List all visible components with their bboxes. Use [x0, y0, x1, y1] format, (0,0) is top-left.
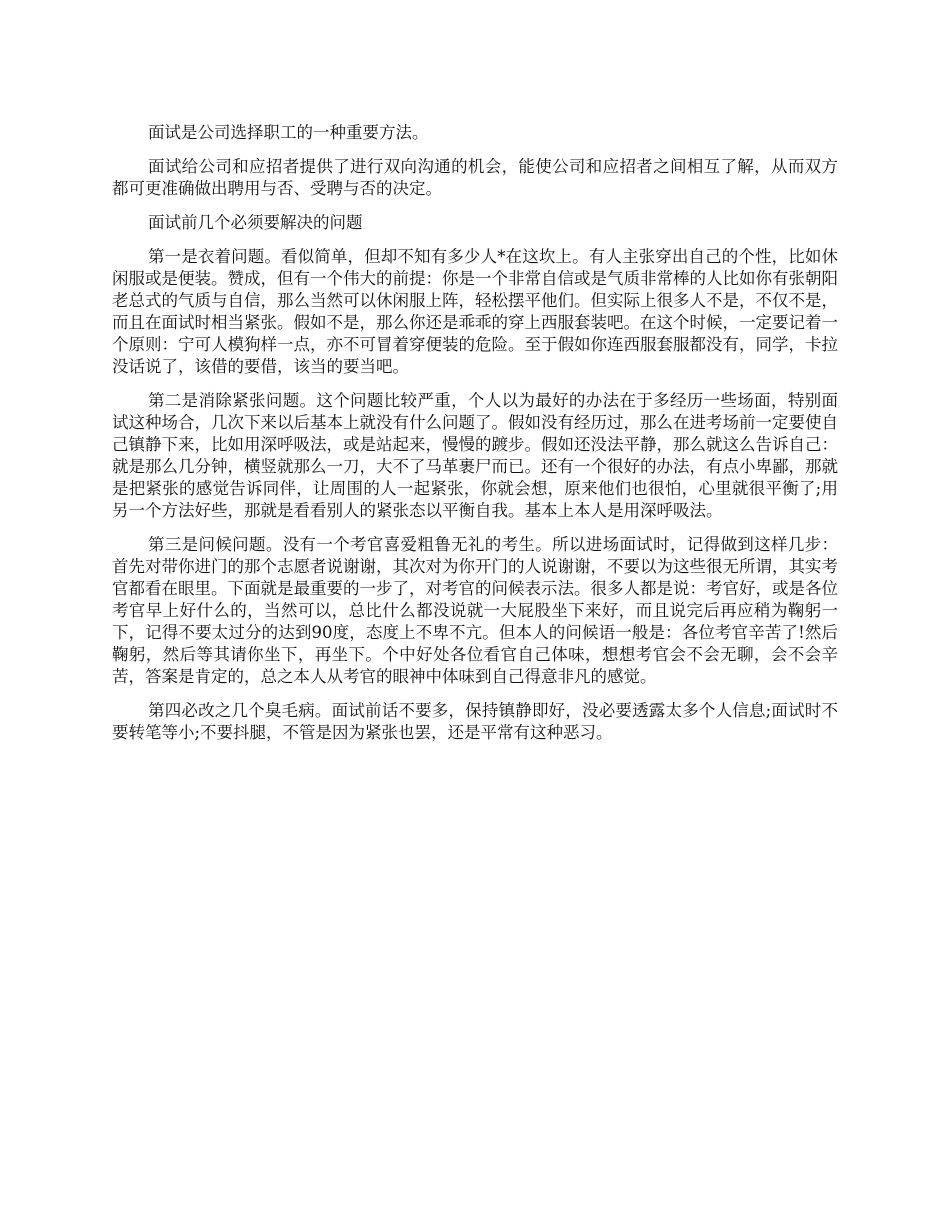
paragraph-greeting: 第三是问候问题。没有一个考官喜爱粗鲁无礼的考生。所以进场面试时，记得做到这样几步：首先对带你进门的那个志愿者说谢谢，其次对为你开门的人说谢谢，不要以为这些很无所谓，其实考官都看在眼里。下面就是最重要的一步了，对考官的问候表示法。很多人都是说：考官好，或是各位考官早上好什么的，当然可以，总比什么都没说就一大屁股坐下来好，而且说完后再应稍为鞠躬一下，记得不要太过分的达到90度，态度上不卑不亢。但本人的问候语一般是：各位考官辛苦了!然后鞠躬，然后等其请你坐下，再坐下。个中好处各位看官自己体味，想想考官会不会无聊，会不会辛苦，答案是肯定的，总之本人从考官的眼神中体味到自己得意非凡的感觉。 — [112, 535, 838, 686]
paragraph-purpose: 面试给公司和应招者提供了进行双向沟通的机会，能使公司和应招者之间相互了解，从而双方都可更准确做出聘用与否、受聘与否的决定。 — [112, 157, 838, 198]
section-heading: 面试前几个必须要解决的问题 — [148, 213, 363, 232]
paragraph-attire: 第一是衣着问题。看似简单，但却不知有多少人*在这坎上。有人主张穿出自己的个性，比如休闲服或是便装。赞成，但有一个伟大的前提：你是一个非常自信或是气质非常棒的人比如你有张朝阳老总式的气质与自信，那么当然可以休闲服上阵，轻松摆平他们。但实际上很多人不是，不仅不是，而且在面试时相当紧张。假如不是，那么你还是乖乖的穿上西服套装吧。在这个时候，一定要记着一个原则：宁可人模狗样一点，亦不可冒着穿便装的危险。至于假如你连西服套服都没有，同学，卡拉没话说了，该借的要借，该当的要当吧。 — [112, 247, 838, 376]
paragraph-nervousness: 第二是消除紧张问题。这个问题比较严重，个人以为最好的办法在于多经历一些场面，特别面试这种场合，几次下来以后基本上就没有什么问题了。假如没有经历过，那么在进考场前一定要使自己镇静下来，比如用深呼吸法，或是站起来，慢慢的踱步。假如还没法平静，那么就这么告诉自己：就是那么几分钟，横竖就那么一刀，大不了马革裹尸而已。还有一个很好的办法，有点小卑鄙，那就是把紧张的感觉告诉同伴，让周围的人一起紧张，你就会想，原来他们也很怕，心里就很平衡了;用另一个方法好些，那就是看看别人的紧张态以平衡自我。基本上本人是用深呼吸法。 — [112, 391, 838, 520]
paragraph-intro: 面试是公司选择职工的一种重要方法。 — [148, 123, 429, 142]
paragraph-bad-habits: 第四必改之几个臭毛病。面试前话不要多，保持镇静即好，没必要透露太多个人信息;面试时不要转笔等小;不要抖腿，不管是因为紧张也罢，还是平常有这种恶习。 — [112, 701, 838, 742]
